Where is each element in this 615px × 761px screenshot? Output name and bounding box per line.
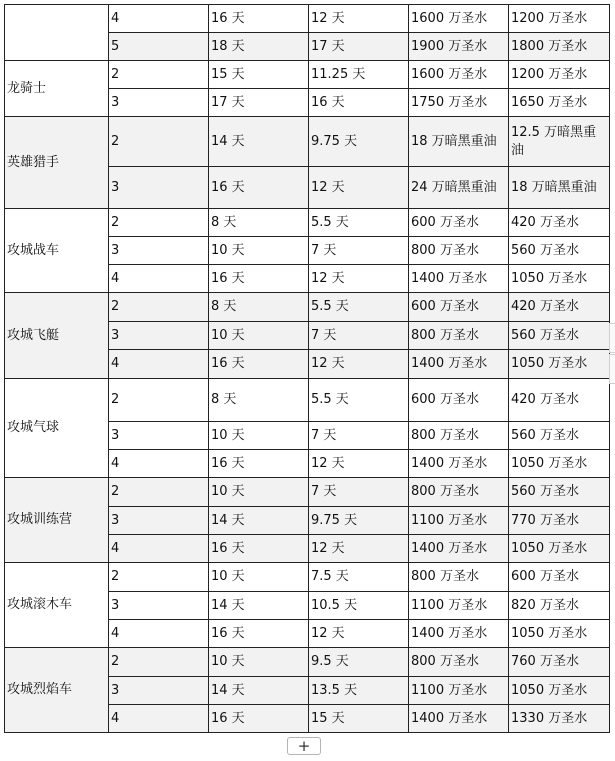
boosted-time-cell[interactable]: 11.25 天 [309,61,409,89]
row-resize-handle[interactable] [609,354,615,384]
cost-cell[interactable]: 1400 万圣水 [409,535,509,563]
unit-name-cell[interactable]: 攻城滚木车 [5,563,109,648]
document-table-container [4,4,609,733]
boosted-time-cell[interactable]: 12 天 [309,167,409,209]
discounted-cost-cell[interactable]: 1050 万圣水 [509,677,610,705]
unit-name-cell[interactable]: 龙骑士 [5,61,109,117]
boosted-time-cell[interactable]: 7 天 [309,478,409,507]
boosted-time-cell[interactable]: 7 天 [309,422,409,450]
discounted-cost-cell[interactable]: 1050 万圣水 [509,450,610,478]
boosted-time-cell[interactable]: 5.5 天 [309,379,409,422]
time-cell[interactable]: 16 天 [209,5,309,33]
time-cell[interactable]: 14 天 [209,677,309,705]
time-cell[interactable]: 10 天 [209,478,309,507]
discounted-cost-cell[interactable]: 12.5 万暗黑重油 [509,117,610,167]
table-row [5,117,610,167]
cost-cell[interactable]: 1600 万圣水 [409,5,509,33]
level-cell[interactable]: 2 [109,379,209,422]
level-cell[interactable]: 3 [109,507,209,535]
level-cell[interactable]: 4 [109,535,209,563]
level-cell[interactable]: 4 [109,350,209,379]
level-cell[interactable]: 3 [109,89,209,117]
table-row [5,293,610,322]
discounted-cost-cell[interactable]: 1050 万圣水 [509,535,610,563]
unit-name-cell[interactable] [5,5,109,61]
discounted-cost-cell[interactable]: 1050 万圣水 [509,350,610,379]
boosted-time-cell[interactable]: 16 天 [309,89,409,117]
unit-name-cell[interactable]: 英雄猎手 [5,117,109,209]
time-cell[interactable]: 15 天 [209,61,309,89]
discounted-cost-cell[interactable]: 760 万圣水 [509,648,610,677]
cost-cell[interactable]: 800 万圣水 [409,648,509,677]
plus-icon: + [297,737,311,755]
time-cell[interactable]: 14 天 [209,507,309,535]
cost-cell[interactable]: 600 万圣水 [409,293,509,322]
table-row [5,478,610,507]
cost-cell[interactable]: 18 万暗黑重油 [409,117,509,167]
level-cell[interactable]: 4 [109,705,209,733]
boosted-time-cell[interactable]: 5.5 天 [309,293,409,322]
boosted-time-cell[interactable]: 9.75 天 [309,117,409,167]
boosted-time-cell[interactable]: 17 天 [309,33,409,61]
discounted-cost-cell[interactable]: 420 万圣水 [509,209,610,237]
discounted-cost-cell[interactable]: 770 万圣水 [509,507,610,535]
table-row [5,563,610,592]
level-cell[interactable]: 3 [109,422,209,450]
discounted-cost-cell[interactable]: 1050 万圣水 [509,620,610,648]
discounted-cost-cell[interactable]: 18 万暗黑重油 [509,167,610,209]
level-cell[interactable]: 3 [109,592,209,620]
level-cell[interactable]: 2 [109,648,209,677]
time-cell[interactable]: 16 天 [209,705,309,733]
cost-cell[interactable]: 1100 万圣水 [409,592,509,620]
discounted-cost-cell[interactable]: 560 万圣水 [509,422,610,450]
discounted-cost-cell[interactable]: 1200 万圣水 [509,5,610,33]
level-cell[interactable]: 4 [109,620,209,648]
time-cell[interactable]: 8 天 [209,209,309,237]
discounted-cost-cell[interactable]: 1200 万圣水 [509,61,610,89]
level-cell[interactable]: 2 [109,61,209,89]
cost-cell[interactable]: 1400 万圣水 [409,450,509,478]
cost-cell[interactable]: 1400 万圣水 [409,620,509,648]
discounted-cost-cell[interactable]: 820 万圣水 [509,592,610,620]
table-row [5,209,610,237]
row-resize-handle[interactable] [609,323,615,353]
cost-cell[interactable]: 600 万圣水 [409,379,509,422]
level-cell[interactable]: 2 [109,293,209,322]
cost-cell[interactable]: 1100 万圣水 [409,677,509,705]
boosted-time-cell[interactable]: 13.5 天 [309,677,409,705]
discounted-cost-cell[interactable]: 560 万圣水 [509,237,610,265]
cost-cell[interactable]: 800 万圣水 [409,422,509,450]
boosted-time-cell[interactable]: 12 天 [309,620,409,648]
upgrade-table [4,4,610,733]
discounted-cost-cell[interactable]: 1650 万圣水 [509,89,610,117]
cost-cell[interactable]: 800 万圣水 [409,478,509,507]
boosted-time-cell[interactable]: 15 天 [309,705,409,733]
table-row [5,648,610,677]
cost-cell[interactable]: 1400 万圣水 [409,265,509,293]
unit-name-cell[interactable]: 攻城训练营 [5,478,109,563]
time-cell[interactable]: 14 天 [209,592,309,620]
cost-cell[interactable]: 800 万圣水 [409,563,509,592]
level-cell[interactable]: 2 [109,563,209,592]
time-cell[interactable]: 16 天 [209,450,309,478]
discounted-cost-cell[interactable]: 560 万圣水 [509,478,610,507]
table-row [5,5,610,33]
time-cell[interactable]: 18 天 [209,33,309,61]
time-cell[interactable]: 16 天 [209,620,309,648]
time-cell[interactable]: 10 天 [209,422,309,450]
boosted-time-cell[interactable]: 9.5 天 [309,648,409,677]
time-cell[interactable]: 10 天 [209,563,309,592]
time-cell[interactable]: 10 天 [209,237,309,265]
cost-cell[interactable]: 800 万圣水 [409,322,509,350]
cost-cell[interactable]: 1600 万圣水 [409,61,509,89]
level-cell[interactable]: 2 [109,478,209,507]
boosted-time-cell[interactable]: 5.5 天 [309,209,409,237]
discounted-cost-cell[interactable]: 1050 万圣水 [509,265,610,293]
discounted-cost-cell[interactable]: 1330 万圣水 [509,705,610,733]
level-cell[interactable]: 4 [109,265,209,293]
boosted-time-cell[interactable]: 12 天 [309,265,409,293]
cost-cell[interactable]: 1400 万圣水 [409,350,509,379]
time-cell[interactable]: 16 天 [209,535,309,563]
boosted-time-cell[interactable]: 7.5 天 [309,563,409,592]
boosted-time-cell[interactable]: 12 天 [309,5,409,33]
level-cell[interactable]: 4 [109,450,209,478]
time-cell[interactable]: 16 天 [209,167,309,209]
time-cell[interactable]: 14 天 [209,117,309,167]
cost-cell[interactable]: 24 万暗黑重油 [409,167,509,209]
cost-cell[interactable]: 1900 万圣水 [409,33,509,61]
time-cell[interactable]: 8 天 [209,293,309,322]
cost-cell[interactable]: 1750 万圣水 [409,89,509,117]
level-cell[interactable]: 2 [109,117,209,167]
boosted-time-cell[interactable]: 12 天 [309,535,409,563]
time-cell[interactable]: 16 天 [209,350,309,379]
cost-cell[interactable]: 600 万圣水 [409,209,509,237]
level-cell[interactable]: 3 [109,237,209,265]
table-body [5,5,610,733]
time-cell[interactable]: 8 天 [209,379,309,422]
level-cell[interactable]: 4 [109,5,209,33]
time-cell[interactable]: 16 天 [209,265,309,293]
time-cell[interactable]: 10 天 [209,648,309,677]
level-cell[interactable]: 3 [109,677,209,705]
level-cell[interactable]: 5 [109,33,209,61]
cost-cell[interactable]: 1400 万圣水 [409,705,509,733]
discounted-cost-cell[interactable]: 1800 万圣水 [509,33,610,61]
discounted-cost-cell[interactable]: 600 万圣水 [509,563,610,592]
level-cell[interactable]: 3 [109,322,209,350]
boosted-time-cell[interactable]: 7 天 [309,322,409,350]
boosted-time-cell[interactable]: 12 天 [309,450,409,478]
discounted-cost-cell[interactable]: 560 万圣水 [509,322,610,350]
unit-name-cell[interactable]: 攻城烈焰车 [5,648,109,733]
time-cell[interactable]: 17 天 [209,89,309,117]
discounted-cost-cell[interactable]: 420 万圣水 [509,293,610,322]
unit-name-cell[interactable]: 攻城飞艇 [5,293,109,379]
time-cell[interactable]: 10 天 [209,322,309,350]
level-cell[interactable]: 2 [109,209,209,237]
boosted-time-cell[interactable]: 10.5 天 [309,592,409,620]
boosted-time-cell[interactable]: 7 天 [309,237,409,265]
unit-name-cell[interactable]: 攻城气球 [5,379,109,478]
table-row [5,379,610,422]
cost-cell[interactable]: 800 万圣水 [409,237,509,265]
unit-name-cell[interactable]: 攻城战车 [5,209,109,293]
level-cell[interactable]: 3 [109,167,209,209]
cost-cell[interactable]: 1100 万圣水 [409,507,509,535]
boosted-time-cell[interactable]: 9.75 天 [309,507,409,535]
boosted-time-cell[interactable]: 12 天 [309,350,409,379]
add-row-button[interactable] [287,737,321,755]
discounted-cost-cell[interactable]: 420 万圣水 [509,379,610,422]
table-row [5,61,610,89]
